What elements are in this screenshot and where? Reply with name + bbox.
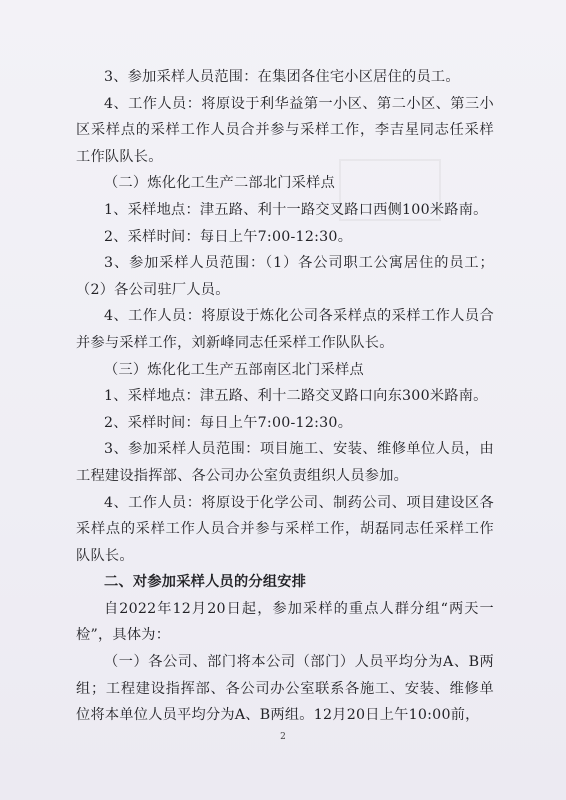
- paragraph: 4、工作人员：将原设于利华益第一小区、第二小区、第三小区采样点的采样工作人员合并参与采样工作，李吉星同志任采样工作队队长。: [76, 95, 494, 165]
- paragraph: （一）各公司、部门将本公司（部门）人员平均分为A、B两组；工程建设指挥部、各公司办公室联系各施工、安装、维修单位将本单位人员平均分为A、B两组。12月20日上午10:00前，: [76, 654, 494, 724]
- section-heading: 二、对参加采样人员的分组安排: [104, 574, 307, 591]
- paragraph: 3、参加采样人员范围：项目施工、安装、维修单位人员，由工程建设指挥部、各公司办公室负责组织人员参加。: [76, 441, 494, 484]
- paragraph: 3、参加采样人员范围：在集团各住宅小区居住的员工。: [104, 69, 460, 85]
- paragraph: 自2022年12月20日起，参加采样的重点人群分组“两天一检”，具体为：: [76, 600, 494, 644]
- section-subheading: （三）炼化化工生产五部南区北门采样点: [104, 361, 364, 378]
- paragraph: 3、参加采样人员范围：（1）各公司职工公寓居住的员工；（2）各公司驻厂人员。: [76, 255, 494, 298]
- paragraph: 1、采样地点：津五路、利十一路交叉路口西侧100米路南。: [104, 201, 488, 218]
- document-body: [76, 64, 494, 729]
- section-subheading: （二）炼化化工生产二部北门采样点: [104, 175, 336, 192]
- paragraph: 4、工作人员：将原设于炼化公司各采样点的采样工作人员合并参与采样工作，刘新峰同志任采样工作队队长。: [76, 308, 494, 351]
- paragraph: 4、工作人员：将原设于化学公司、制药公司、项目建设区各采样点的采样工作人员合并参与采样工作，胡磊同志任采样工作队队长。: [76, 494, 494, 564]
- paragraph: 2、采样时间：每日上午7:00-12:30。: [104, 228, 353, 245]
- paragraph: 2、采样时间：每日上午7:00-12:30。: [104, 414, 353, 431]
- paragraph: 1、采样地点：津五路、利十二路交叉路口向东300米路南。: [104, 388, 488, 405]
- page-number: 2: [280, 732, 286, 742]
